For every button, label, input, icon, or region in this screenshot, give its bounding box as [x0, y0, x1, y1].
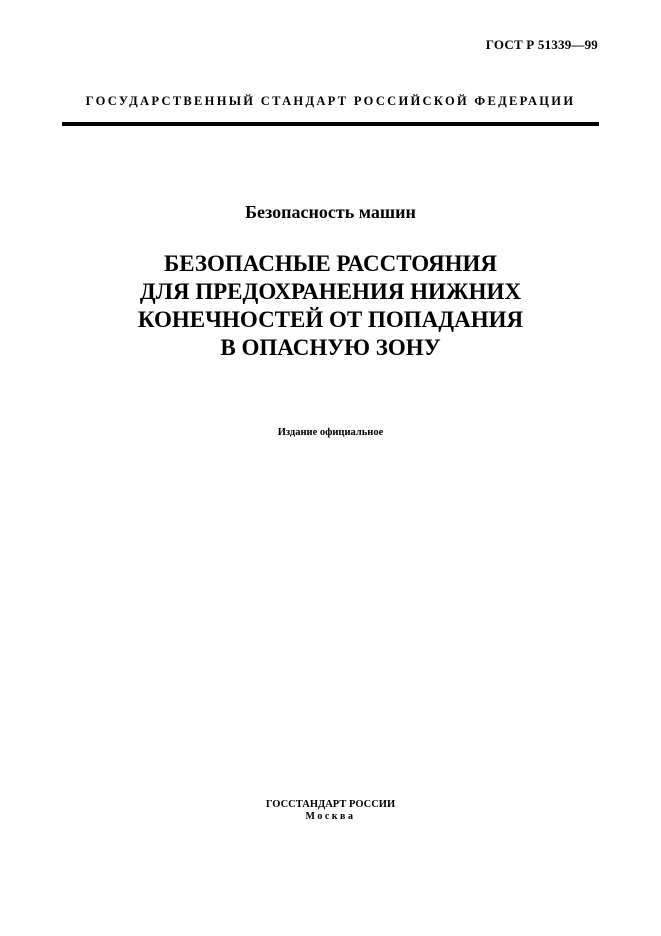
state-standard-heading: ГОСУДАРСТВЕННЫЙ СТАНДАРТ РОССИЙСКОЙ ФЕДЕРАЦИИ — [85, 94, 576, 108]
publisher-city: Москва — [305, 811, 356, 822]
title-line: ДЛЯ ПРЕДОХРАНЕНИЯ НИЖНИХ — [139, 279, 522, 304]
document-title — [0, 250, 661, 362]
document-code: ГОСТ Р 51339—99 — [485, 37, 598, 52]
publisher-name: ГОССТАНДАРТ РОССИИ — [265, 799, 396, 810]
title-line: БЕЗОПАСНЫЕ РАССТОЯНИЯ — [164, 251, 497, 276]
edition-note: Издание официальное — [277, 427, 384, 438]
header-divider — [62, 122, 599, 126]
title-line: В ОПАСНУЮ ЗОНУ — [220, 335, 441, 360]
title-line: КОНЕЧНОСТЕЙ ОТ ПОПАДАНИЯ — [137, 307, 524, 332]
subject-heading: Безопасность машин — [245, 202, 416, 222]
